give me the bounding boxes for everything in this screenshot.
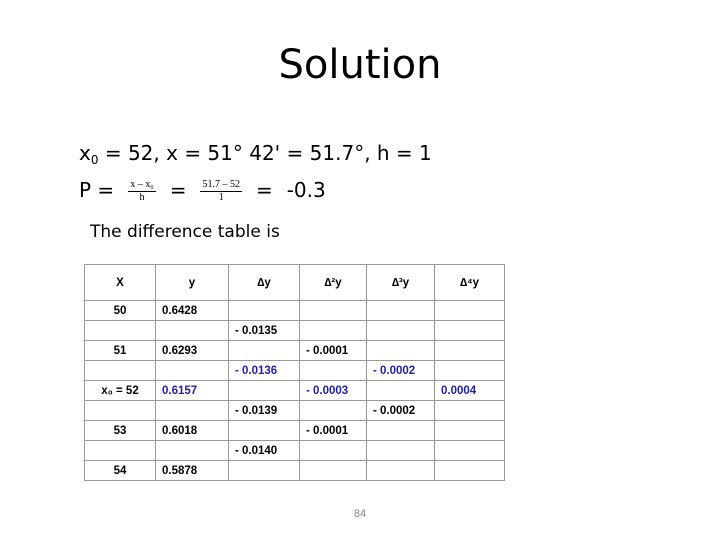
table-cell	[229, 381, 300, 401]
table-cell	[367, 461, 435, 481]
table-cell	[435, 461, 505, 481]
table-cell: 51	[85, 341, 156, 361]
given-values-text: = 52, x = 51° 42' = 51.7°, h = 1	[98, 141, 432, 165]
table-cell: - 0.0135	[229, 321, 300, 341]
table-intro: The difference table is	[90, 222, 280, 242]
table-cell: 0.6293	[156, 341, 229, 361]
table-cell	[229, 301, 300, 321]
table-cell	[435, 401, 505, 421]
table-cell	[367, 421, 435, 441]
table-cell: 54	[85, 461, 156, 481]
table-cell	[156, 401, 229, 421]
table-cell-highlighted: 0.6157	[156, 381, 229, 401]
table-cell	[435, 301, 505, 321]
table-row	[85, 441, 505, 461]
table-row	[85, 341, 505, 361]
table-cell	[435, 441, 505, 461]
x0-symbol: x	[79, 141, 91, 165]
table-row	[85, 301, 505, 321]
equals-sign-2: =	[255, 178, 273, 202]
table-row	[85, 421, 505, 441]
table-cell-highlighted: - 0.0136	[229, 361, 300, 381]
header-delta4-y: ∆⁴y	[435, 265, 505, 301]
table-cell: 53	[85, 421, 156, 441]
table-row	[85, 381, 505, 401]
table-cell-highlighted: 0.0004	[435, 381, 505, 401]
table-cell	[367, 441, 435, 461]
table-cell	[85, 441, 156, 461]
table-cell	[229, 341, 300, 361]
table-row	[85, 461, 505, 481]
page-number: 84	[353, 508, 367, 520]
table-cell	[367, 381, 435, 401]
table-cell	[367, 321, 435, 341]
table-cell	[229, 461, 300, 481]
table-cell: - 0.0002	[367, 401, 435, 421]
given-values	[79, 141, 432, 167]
table-cell	[85, 401, 156, 421]
table-cell	[300, 441, 367, 461]
table-cell	[156, 441, 229, 461]
fraction-symbolic	[128, 179, 156, 204]
header-delta3-y: ∆³y	[367, 265, 435, 301]
equals-sign-1: =	[169, 178, 187, 202]
table-cell: x₀ = 52	[85, 381, 156, 401]
header-y: y	[156, 265, 229, 301]
fraction-numeric	[200, 179, 242, 204]
table-cell	[435, 341, 505, 361]
table-cell: 0.5878	[156, 461, 229, 481]
header-x: X	[85, 265, 156, 301]
table-cell	[367, 301, 435, 321]
table-cell	[300, 361, 367, 381]
fraction-numeric-denominator: 1	[218, 192, 224, 203]
table-cell	[156, 361, 229, 381]
table-row	[85, 401, 505, 421]
table-cell: - 0.0139	[229, 401, 300, 421]
p-result: -0.3	[286, 178, 326, 202]
header-delta-y: ∆y	[229, 265, 300, 301]
table-cell	[300, 301, 367, 321]
table-cell	[435, 321, 505, 341]
table-cell	[435, 421, 505, 441]
table-cell: 0.6018	[156, 421, 229, 441]
table-cell: - 0.0001	[300, 341, 367, 361]
fraction-numeric-numerator: 51.7 – 52	[202, 179, 240, 190]
table-cell: 0.6428	[156, 301, 229, 321]
slide-title: Solution	[278, 42, 442, 88]
table-cell	[367, 341, 435, 361]
table-cell	[435, 361, 505, 381]
difference-table	[84, 264, 505, 481]
x0-subscript: 0	[90, 153, 99, 167]
table-cell: 50	[85, 301, 156, 321]
table-cell: - 0.0001	[300, 421, 367, 441]
table-cell	[229, 421, 300, 441]
table-cell: - 0.0140	[229, 441, 300, 461]
fraction-symbolic-numerator: x – x₀	[130, 179, 154, 190]
fraction-symbolic-denominator: h	[139, 192, 145, 203]
table-cell	[85, 361, 156, 381]
header-delta2-y: ∆²y	[300, 265, 367, 301]
table-row	[85, 361, 505, 381]
table-cell	[300, 321, 367, 341]
table-cell	[85, 321, 156, 341]
table-header-row	[85, 265, 505, 301]
table-cell	[156, 321, 229, 341]
p-formula	[79, 178, 326, 204]
table-cell-highlighted: - 0.0003	[300, 381, 367, 401]
table-row	[85, 321, 505, 341]
table-cell-highlighted: - 0.0002	[367, 361, 435, 381]
table-cell	[300, 401, 367, 421]
table-cell	[300, 461, 367, 481]
p-lhs: P =	[79, 178, 115, 202]
